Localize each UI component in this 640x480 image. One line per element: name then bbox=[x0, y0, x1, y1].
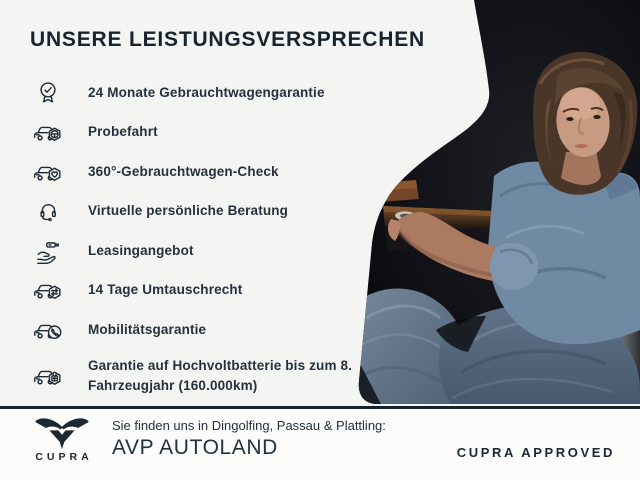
benefit-item bbox=[33, 152, 363, 192]
benefit-item bbox=[33, 310, 363, 350]
cupra-wordmark: CUPRA bbox=[35, 451, 93, 463]
benefit-item bbox=[33, 113, 363, 153]
cupra-logo-icon bbox=[33, 416, 91, 450]
benefit-label: Mobilitätsgarantie bbox=[88, 321, 207, 337]
benefit-item bbox=[33, 271, 363, 311]
page-title: UNSERE LEISTUNGSVERSPRECHEN bbox=[30, 28, 425, 51]
benefit-item bbox=[33, 231, 363, 271]
benefit-item bbox=[33, 192, 363, 232]
benefit-label: Garantie auf Hochvoltbatterie bis zum 8. Fahrzeugjahr (160.000km) bbox=[88, 357, 353, 393]
car-battery-badge-icon bbox=[33, 361, 63, 391]
car-exchange-badge-icon bbox=[33, 275, 63, 305]
dealer-info bbox=[112, 418, 386, 460]
benefit-label: 360°-Gebrauchtwagen-Check bbox=[88, 163, 279, 179]
headset-icon bbox=[33, 196, 63, 226]
medal-check-icon bbox=[33, 78, 63, 108]
benefit-list bbox=[33, 73, 363, 402]
benefit-label: Virtuelle persönliche Beratung bbox=[88, 203, 289, 219]
dealer-name: AVP AUTOLAND bbox=[112, 436, 278, 459]
benefit-item bbox=[33, 350, 363, 402]
car-phone-badge-icon bbox=[33, 315, 63, 345]
benefit-label: 14 Tage Umtauschrecht bbox=[88, 282, 243, 298]
benefit-label: Leasingangebot bbox=[88, 242, 194, 258]
cupra-logo bbox=[22, 416, 102, 463]
hand-key-icon bbox=[33, 236, 63, 266]
cupra-approved-label: CUPRA APPROVED bbox=[456, 445, 615, 460]
benefit-label: 24 Monate Gebrauchtwagengarantie bbox=[88, 84, 325, 100]
benefit-item bbox=[33, 73, 363, 113]
footer-bar bbox=[0, 409, 640, 480]
car-heart-badge-icon bbox=[33, 157, 63, 187]
car-steering-badge-icon bbox=[33, 117, 63, 147]
dealer-locations: Sie finden uns in Dingolfing, Passau & Plattling: bbox=[112, 418, 386, 433]
benefit-label: Probefahrt bbox=[88, 124, 158, 140]
